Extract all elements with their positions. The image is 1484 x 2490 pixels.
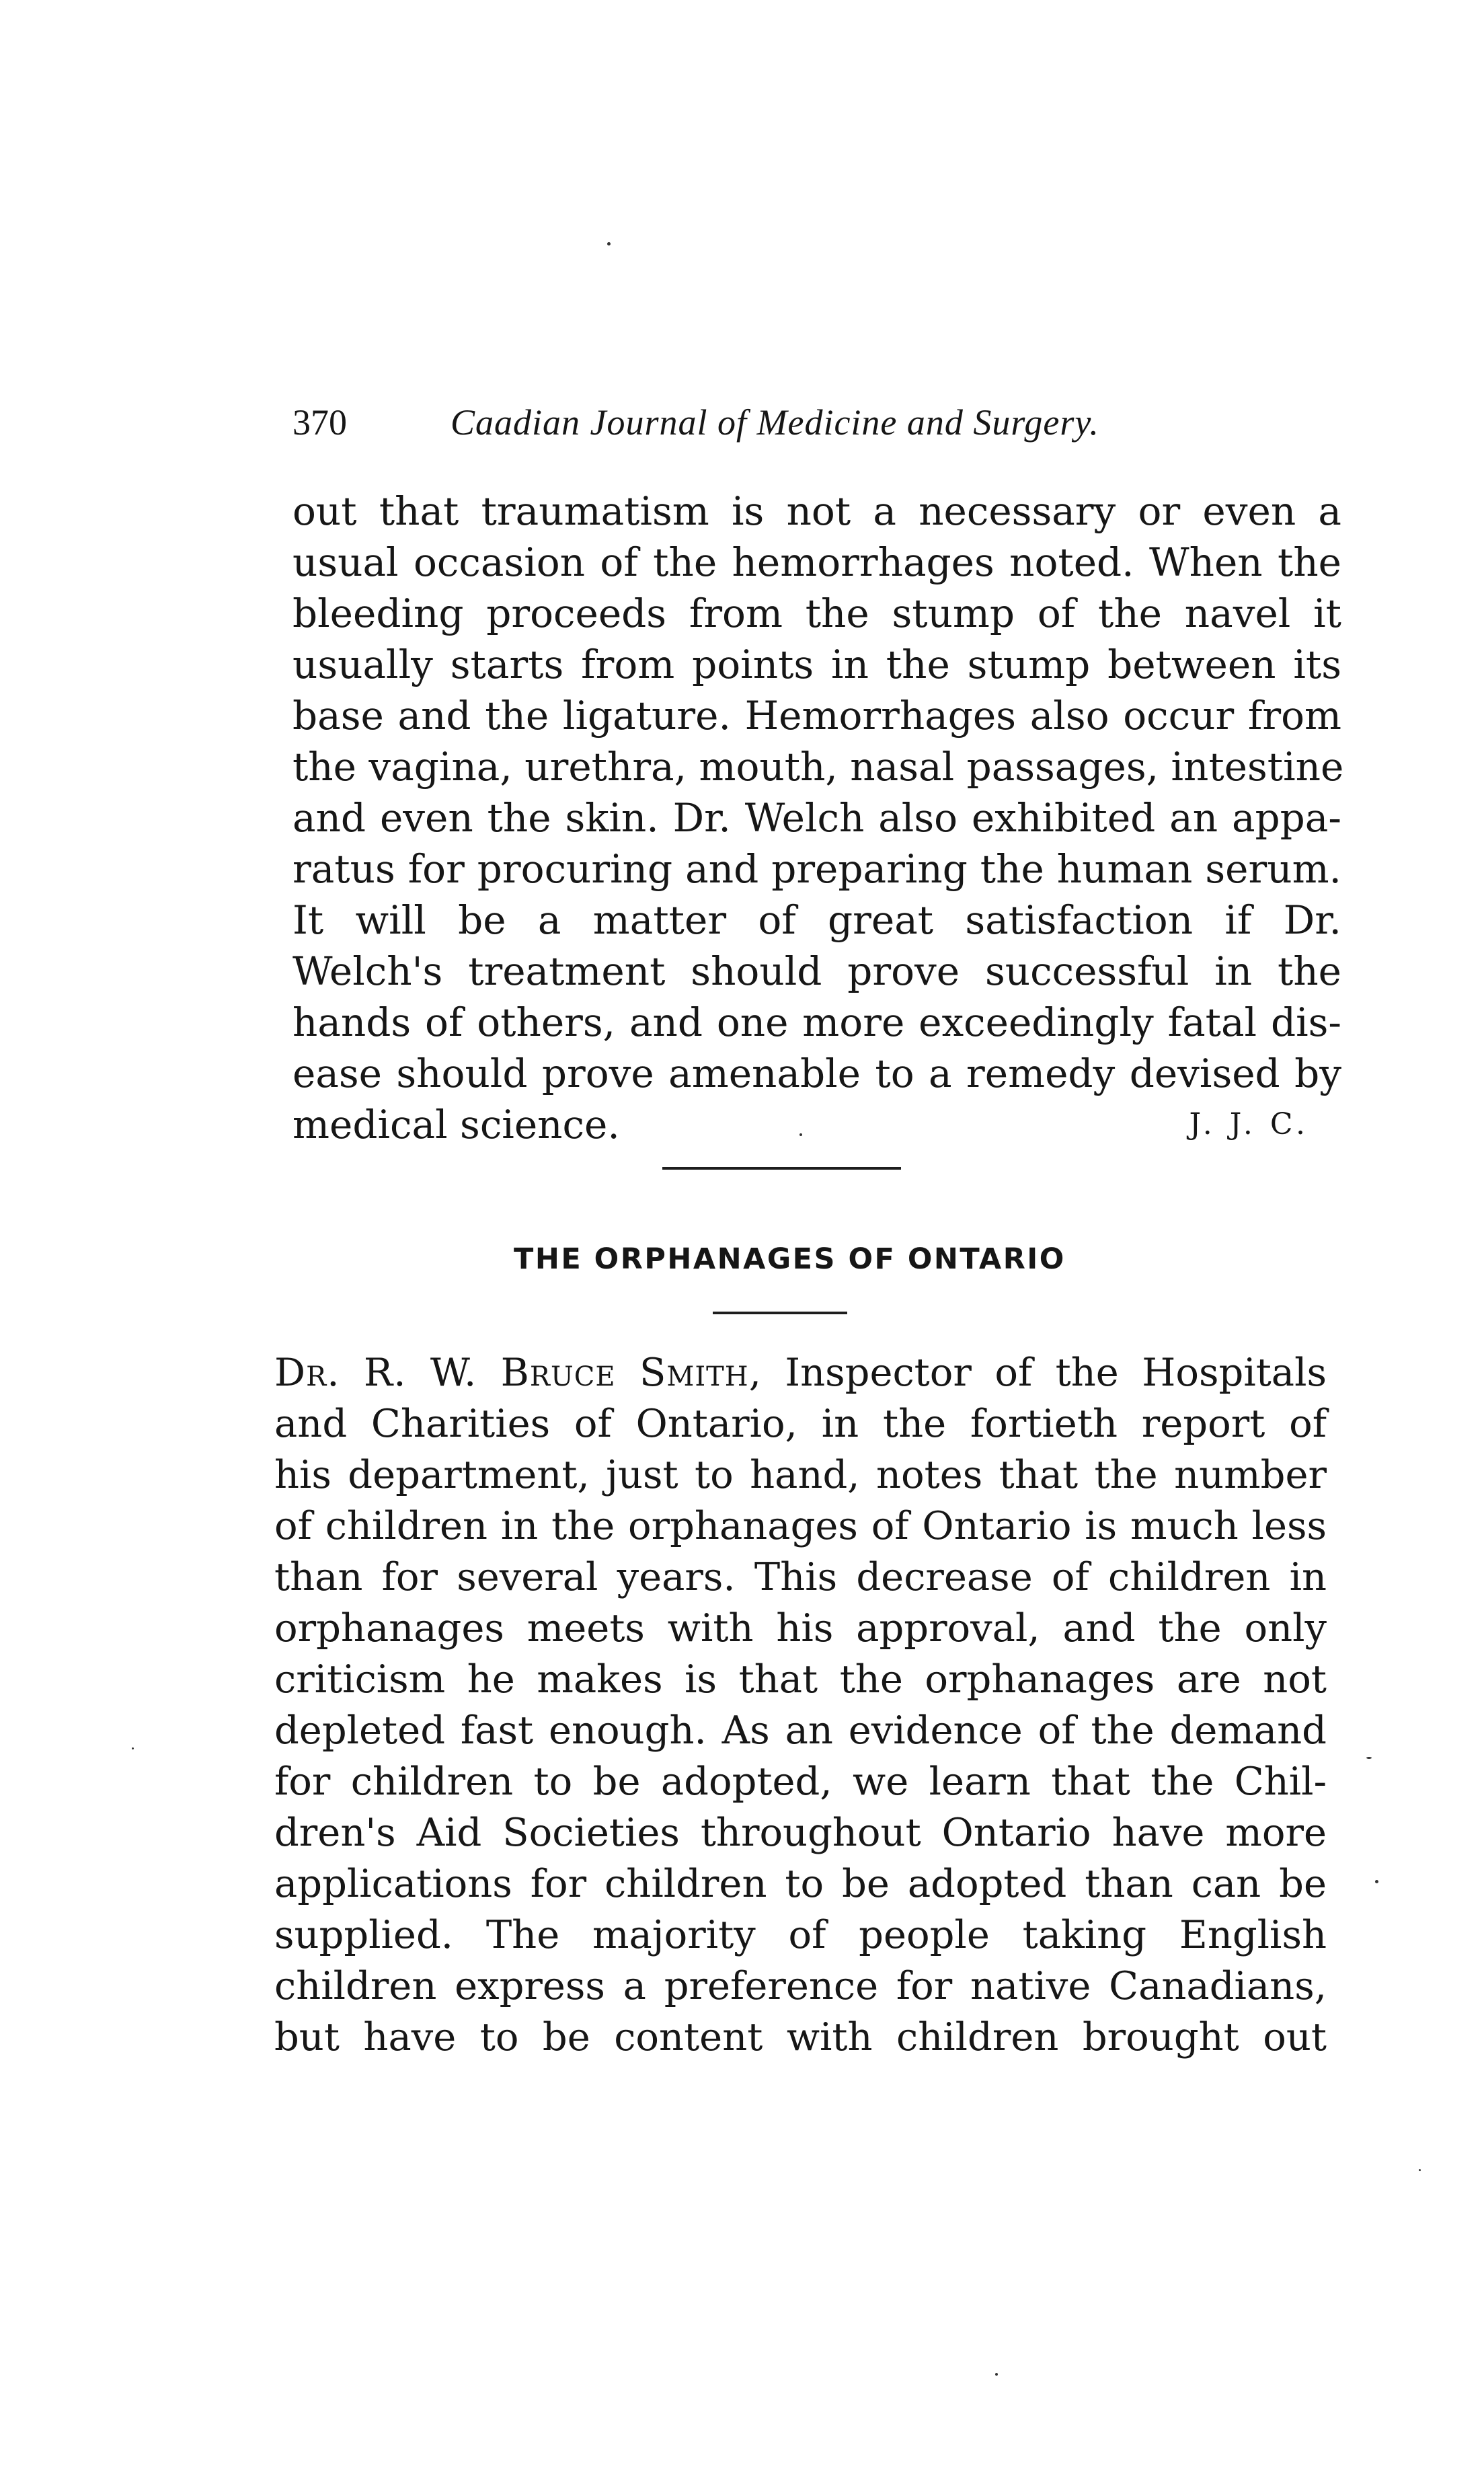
- text-line: ease should prove amenable to a remedy devised by: [292, 1051, 1341, 1096]
- text-line: the vagina, urethra, mouth, nasal passages, intestine: [292, 744, 1344, 790]
- text-line: medical science.: [292, 1102, 620, 1147]
- print-speck: [1366, 1757, 1372, 1759]
- text-line: than for several years. This decrease of children in: [274, 1554, 1327, 1599]
- text-line: supplied. The majority of people taking English: [274, 1912, 1327, 1957]
- text-line: bleeding proceeds from the stump of the navel it: [292, 591, 1341, 636]
- section-divider: [662, 1167, 901, 1170]
- continued-paragraph: [292, 486, 1344, 1150]
- text-line: and even the skin. Dr. Welch also exhibited an appa-: [292, 795, 1341, 841]
- text-line: hands of others, and one more exceedingly fatal dis-: [292, 999, 1341, 1045]
- text-line: ratus for procuring and preparing the human serum.: [292, 846, 1341, 892]
- text-line: his department, just to hand, notes that the number: [274, 1452, 1327, 1497]
- print-speck: [1419, 2169, 1421, 2171]
- text-line: criticism he makes is that the orphanages are not: [274, 1657, 1327, 1702]
- text-line: depleted fast enough. As an evidence of the demand: [274, 1708, 1327, 1753]
- text-line: applications for children to be adopted than can be: [274, 1861, 1327, 1906]
- running-head: [292, 395, 1220, 449]
- print-speck: [132, 1747, 134, 1749]
- text-line: of children in the orphanages of Ontario is much less: [274, 1503, 1327, 1548]
- first-line-text: Inspector of the Hospitals: [761, 1350, 1327, 1395]
- print-speck: [607, 242, 611, 246]
- page-number: 370: [292, 402, 347, 443]
- text-line: and Charities of Ontario, in the fortieth report of: [274, 1401, 1327, 1446]
- print-speck: [995, 2373, 998, 2376]
- first-line: [274, 1347, 1327, 1398]
- text-line: orphanages meets with his approval, and the only: [274, 1606, 1327, 1651]
- text-line: base and the ligature. Hemorrhages also occur from: [292, 693, 1341, 739]
- text-line: It will be a matter of great satisfaction if Dr.: [292, 897, 1341, 943]
- text-line: out that traumatism is not a necessary or even a: [292, 488, 1341, 534]
- text-line: usual occasion of the hemorrhages noted. When the: [292, 539, 1341, 585]
- signoff-line: [292, 1099, 1341, 1150]
- text-line: children express a preference for native Canadians,: [274, 1963, 1327, 2008]
- text-line: but have to be content with children brought out: [274, 2014, 1327, 2060]
- article-body: [274, 1347, 1327, 2063]
- author-initials: J. J. C.: [1189, 1107, 1309, 1141]
- text-line: dren's Aid Societies throughout Ontario have more: [274, 1810, 1327, 1855]
- article-heading: THE ORPHANAGES OF ONTARIO: [514, 1242, 1066, 1276]
- journal-title: Caadian Journal of Medicine and Surgery.: [451, 402, 1099, 443]
- author-name: Dr. R. W. Bruce Smith,: [274, 1350, 762, 1395]
- text-line: for children to be adopted, we learn that the Chil-: [274, 1759, 1327, 1804]
- print-speck: [1375, 1880, 1378, 1883]
- text-line: Welch's treatment should prove successful in the: [292, 948, 1341, 994]
- text-line: usually starts from points in the stump between its: [292, 642, 1341, 687]
- heading-rule: [713, 1312, 847, 1314]
